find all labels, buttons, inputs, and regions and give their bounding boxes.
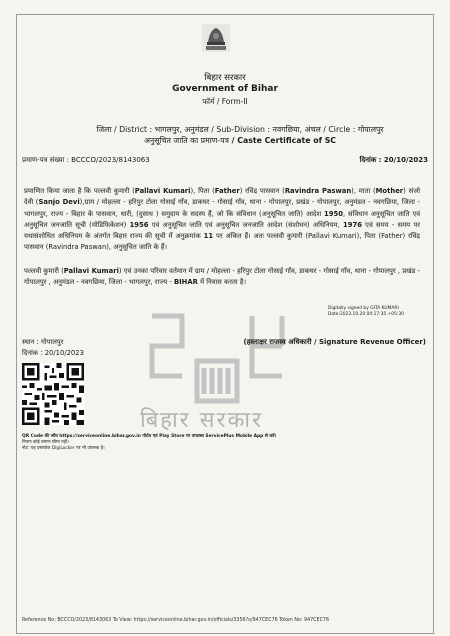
certificate-number: प्रमाण-पत्र संख्या : BCCCO/2023/8143063 [22,156,150,164]
qr-code[interactable] [22,363,84,425]
residence-paragraph: पल्लवी कुमारी (Pallavi Kumari) एवं उनका परिवार वर्तमान में ग्राम / मोहल्ला - हरिपुर टोला गोसाई गाँव, डाकघर - गोसाई गाँव, थाना - गोपालपुर , प्रखंड - गोपालपुर , अनुमंडल - नवगछिया, जिला - भागलपुर, राज्य - BIHAR में निवास करता है। [24,267,420,287]
watermark-text: बिहार सरकार [140,408,264,433]
officer-signature-label: (हस्ताक्षर राजस्व अधिकारी / Signature Revenue Officer) [243,338,426,346]
certificate-date: दिनांक : 20/10/2023 [359,156,428,164]
form-number: फॉर्म / Form-II [202,97,248,106]
header-english: Government of Bihar [172,84,278,94]
jurisdiction-line: जिला / District : भागलपुर, अनुमंडल / Sub-Division : नवगछिया, अंचल / Circle : गोपालपुर अनुसूचित जाति का प्रमाण-पत्र / Caste Certificate of SC [96,125,384,145]
issue-date: दिनांक : 20/10/2023 [22,349,84,357]
reference-footer: Reference No: BCCCO/2023/8143063 To View: https://serviceonline.bihar.gov.in/officials/3356?o/947CEC76 Token No: 947CEC76 [22,618,330,623]
certificate-title-hindi: अनुसूचित जाति का प्रमाण-पत्र [143,136,229,145]
certification-paragraph: प्रमाणित किया जाता है कि पल्लवी कुमारी (Pallavi Kumari), पिता (Father) रविंद्र पासवान (Ravindra Paswan), माता (Mother) संजो देवी (Sanjo Devi),ग्राम / मोहल्ला - हरिपुर टोला गोसाई गाँव, डाकघर - गोसाई गाँव, थाना - गोपालपुर, प्रखंड - गोपालपुर, अनुमंडल - नवगछिया, जिला - भागलपुर, राज्य - बिहार के पासवान, धारी, (दुसाध ) समुदाय के सदस्य हैं, जो कि संविधान (अनुसूचित जाति) आदेश 1950, संविधान अनुसूचित जाति एवं अनुसूचित जनजाति सूची (मोडिफिकेशन) 1956 एवं अनुसूचित जाति एवं अनुसूचित जनजाति आदेश (संशोधन) अधिनियम, 1976 एवं समय - समय पर यथासंशोधित अधिनियम के अंतर्गत बिहार राज्य की सूची में अनुक्रमांक 11 पर अंकित हैं। अतः पल्लवी कुमारी (Pallavi Kumari), पिता (Father) रविंद्र पासवान (Ravindra Paswan), अनुसूचित जाति के हैं। [24,187,421,252]
qr-verification-note: QR Code की जाँच https://serviceonline.bihar.gov.in पोर्टल एवं Play Store पर उपलब्ध ServicePlus Mobile App से करें। नियमः कोई प्रमाण सीमा नहीं। नोट: यह दस्तावेज DigiLocker पर भी उपलब्ध है। [22,434,277,451]
state-emblem-icon [200,22,232,54]
place: स्थान : गोपालपुर [22,338,64,346]
digital-signature: Digitally signed by GITA KUMARI Date:2023.10.20 04:17:35 +05:30 [328,306,404,317]
place-date-block [22,337,84,359]
watermark-emblem-icon [142,306,292,406]
header-hindi: बिहार सरकार [204,73,246,83]
certificate-title-english: / Caste Certificate of SC [228,136,337,145]
